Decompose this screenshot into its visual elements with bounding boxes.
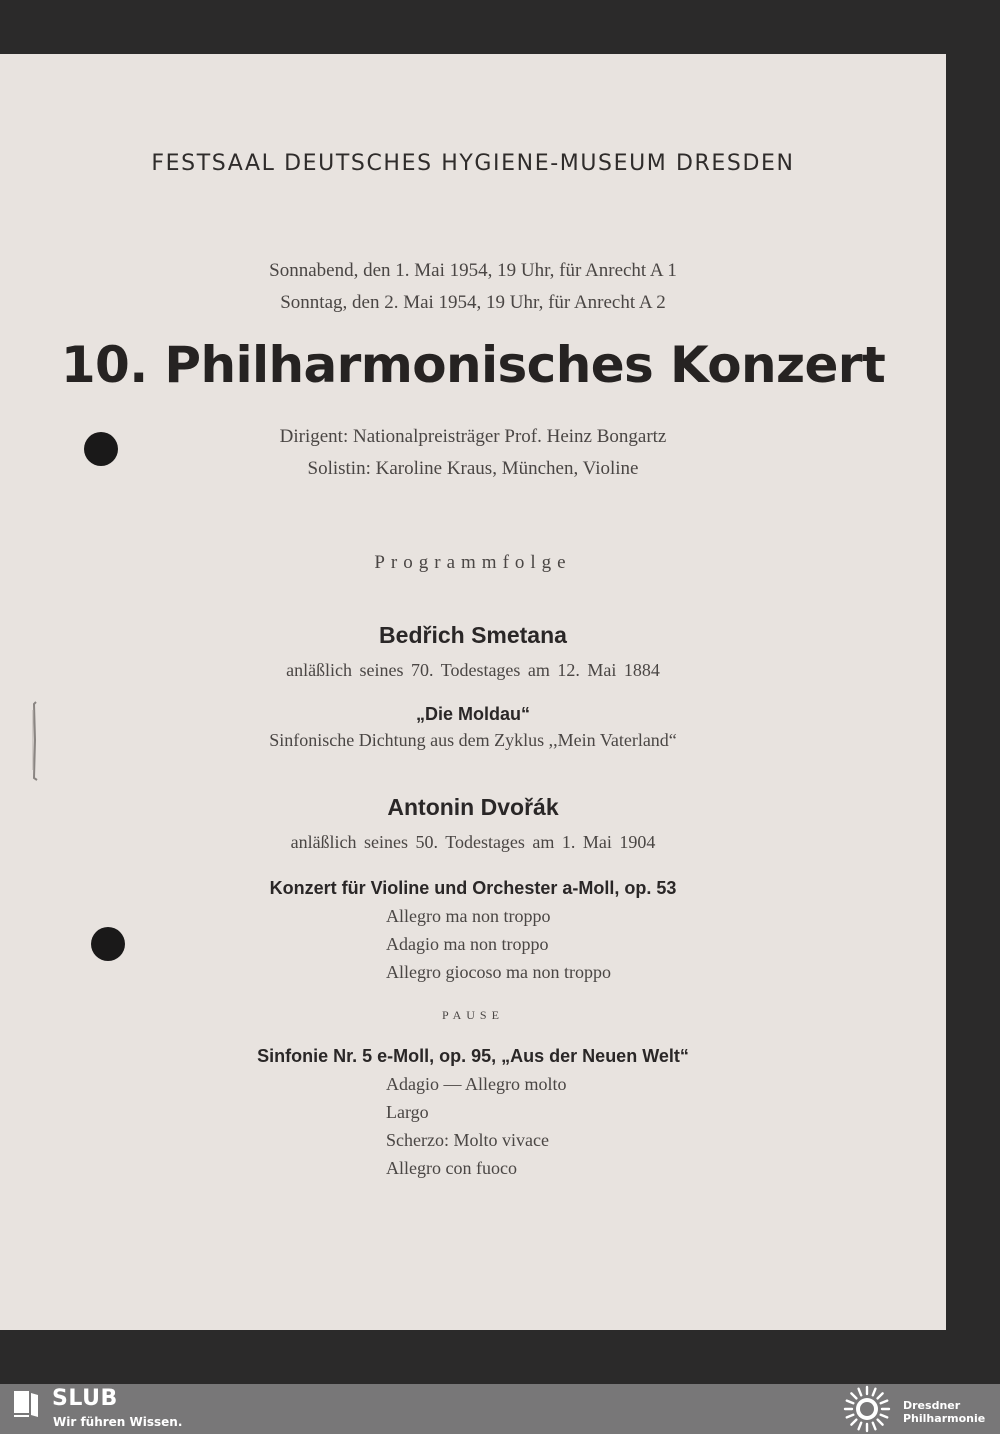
slub-book-icon[interactable] [12,1389,40,1419]
library-tagline: Wir führen Wissen. [53,1415,183,1429]
smetana-occasion: anläßlich seines 70. Todestages am 12. Mai 1884 [286,660,660,680]
partner-name-line-2[interactable]: Philharmonie [903,1412,986,1425]
movement-item: Allegro ma non troppo [386,906,551,926]
work-subtitle-moldau: Sinfonische Dichtung aus dem Zyklus ,,Mein Vaterland“ [269,730,677,750]
work-title-symphony: Sinfonie Nr. 5 e-Moll, op. 95, „Aus der Neuen Welt“ [257,1046,689,1066]
partner-name-line-1[interactable]: Dresdner [903,1399,961,1412]
work-title-moldau: „Die Moldau“ [415,704,530,724]
composer-smetana: Bedřich Smetana [379,622,567,648]
punch-hole [84,432,118,466]
conductor-line: Dirigent: Nationalpreisträger Prof. Heinz Bongartz [279,426,667,447]
soloist-line: Solistin: Karoline Kraus, München, Violine [307,458,639,479]
movement-item: Scherzo: Molto vivace [386,1130,549,1150]
concert-title: 10. Philharmonisches Konzert [60,336,886,394]
staple-mark [30,700,40,782]
dresdner-philharmonie-sun-icon[interactable] [842,1385,892,1433]
footer-bar [0,1384,1000,1434]
punch-hole [91,927,125,961]
pause-label: PAUSE [442,1008,504,1022]
work-title-violin-concerto: Konzert für Violine und Orchester a-Moll, op. 53 [269,878,677,898]
library-name[interactable]: SLUB [52,1386,118,1411]
venue-heading: FESTSAAL DEUTSCHES HYGIENE-MUSEUM DRESDEN [151,151,795,176]
movement-item: Allegro giocoso ma non troppo [386,962,611,982]
movement-item: Adagio — Allegro molto [386,1074,567,1094]
movement-item: Largo [386,1102,429,1122]
date-line-1: Sonnabend, den 1. Mai 1954, 19 Uhr, für Anrecht A 1 [269,260,677,281]
programme-page [0,54,946,1330]
programme-heading: Programmfolge [374,552,572,573]
movement-item: Allegro con fuoco [386,1158,517,1178]
dvorak-occasion: anläßlich seines 50. Todestages am 1. Mai 1904 [290,832,656,852]
composer-dvorak: Antonin Dvořák [387,794,559,820]
date-line-2: Sonntag, den 2. Mai 1954, 19 Uhr, für Anrecht A 2 [280,292,666,313]
movement-item: Adagio ma non troppo [386,934,549,954]
